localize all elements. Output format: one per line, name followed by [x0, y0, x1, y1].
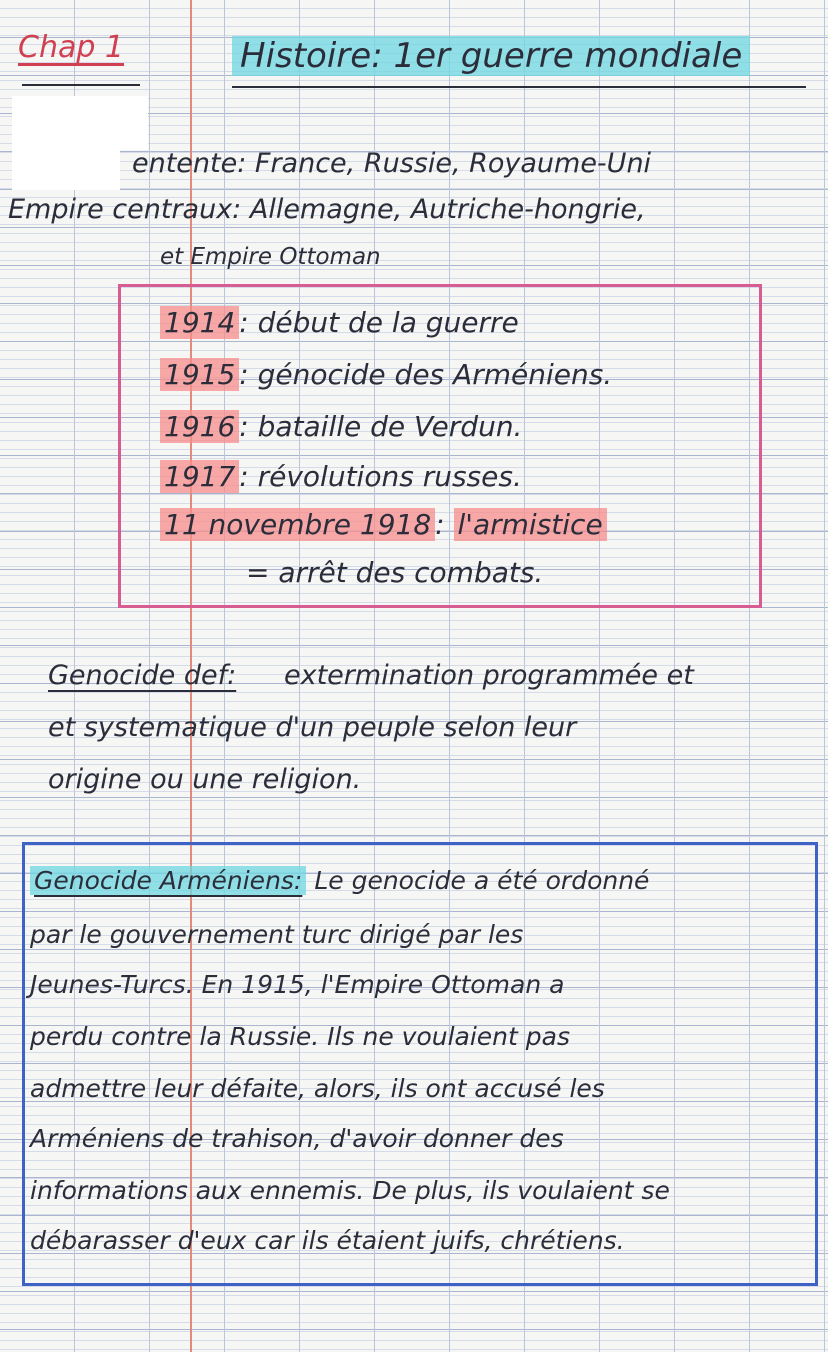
alliance-central-empires-cont: et Empire Ottoman [160, 244, 381, 270]
timeline-year: 1917 [160, 460, 239, 493]
paragraph-line: informations aux ennemis. De plus, ils voulaient se [30, 1176, 670, 1205]
alliance-central-empires: Empire centraux: Allemagne, Autriche-hongrie, [8, 194, 646, 225]
armenian-genocide-box [22, 842, 818, 1286]
paragraph-line: admettre leur défaite, alors, ils ont accusé les [30, 1074, 605, 1103]
timeline-event: l'armistice [454, 508, 607, 541]
timeline-item [160, 358, 612, 391]
timeline-separator: : [435, 508, 445, 541]
timeline-separator: : [239, 306, 249, 339]
timeline-event: révolutions russes. [257, 460, 522, 493]
timeline-item [160, 460, 522, 493]
paragraph-text: Le genocide a été ordonné [314, 866, 650, 895]
paragraph-line: Jeunes-Turcs. En 1915, l'Empire Ottoman a [30, 970, 565, 999]
chapter-label: Chap 1 [18, 30, 125, 65]
timeline-event: bataille de Verdun. [257, 410, 523, 443]
page-title [232, 36, 750, 76]
timeline-separator: : [239, 410, 249, 443]
timeline-event: génocide des Arméniens. [257, 358, 613, 391]
armenian-genocide-heading: Genocide Arméniens: [30, 866, 306, 895]
definition-text: extermination programmée et [284, 660, 694, 691]
redaction-patch [12, 96, 148, 150]
chapter-underline [22, 84, 140, 86]
definition-label: Genocide def: [48, 660, 237, 691]
timeline-item [160, 306, 519, 339]
timeline-separator: : [239, 460, 249, 493]
timeline-note: = arrêt des combats. [246, 556, 544, 589]
paragraph-line: Arméniens de trahison, d'avoir donner des [30, 1124, 564, 1153]
definition-text: et systematique d'un peuple selon leur [48, 712, 577, 743]
timeline-year: 1914 [160, 306, 239, 339]
timeline-separator: : [239, 358, 249, 391]
redaction-patch [12, 150, 120, 190]
definition-text: origine ou une religion. [48, 764, 362, 795]
paragraph-line: débarasser d'eux car ils étaient juifs, chrétiens. [30, 1226, 625, 1255]
timeline-year: 1916 [160, 410, 239, 443]
alliance-entente: entente: France, Russie, Royaume-Uni [132, 148, 652, 179]
title-text: Histoire: 1er guerre mondiale [232, 36, 750, 76]
paragraph-line [30, 866, 649, 895]
timeline-event: début de la guerre [257, 306, 519, 339]
paragraph-line: par le gouvernement turc dirigé par les [30, 920, 524, 949]
timeline-item [160, 410, 522, 443]
timeline-year: 11 novembre 1918 [160, 508, 435, 541]
paragraph-line: perdu contre la Russie. Ils ne voulaient pas [30, 1022, 570, 1051]
timeline-year: 1915 [160, 358, 239, 391]
timeline-item [160, 508, 607, 541]
title-underline [232, 86, 806, 88]
